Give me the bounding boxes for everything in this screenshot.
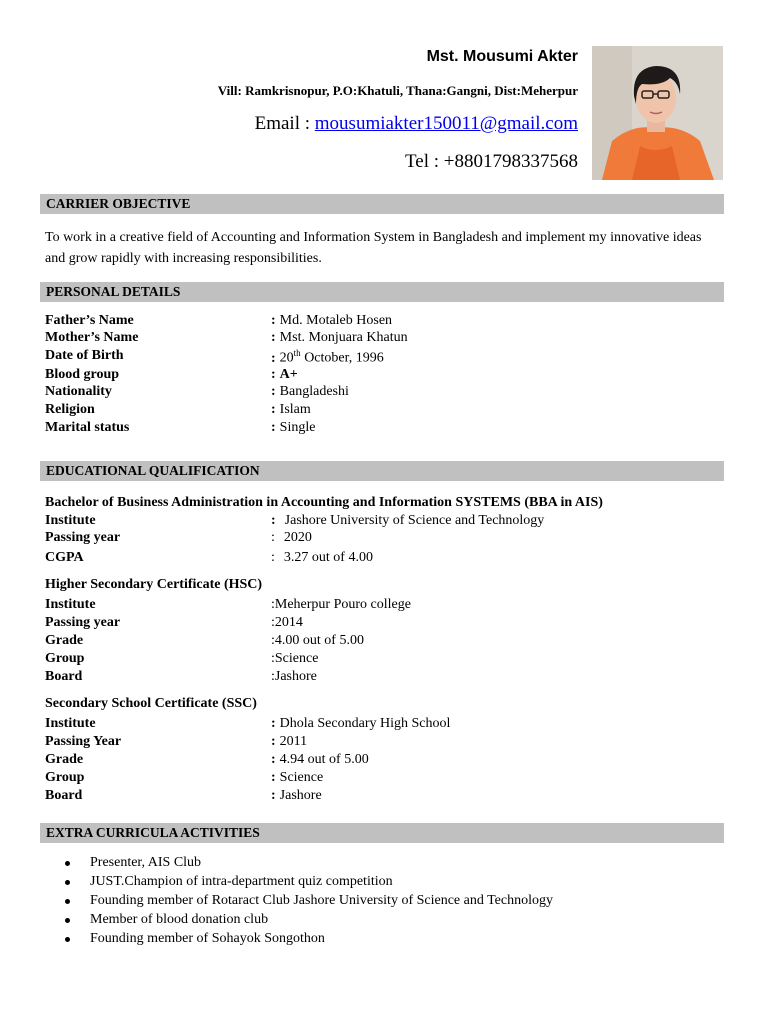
field-label: Institute <box>45 716 96 731</box>
ssc-row-group: Group : Science <box>45 770 324 785</box>
hsc-heading: Higher Secondary Certificate (HSC) <box>45 577 263 592</box>
field-value-rest: October, 1996 <box>300 350 384 366</box>
section-title: PERSONAL DETAILS <box>46 284 181 299</box>
ssc-row-institute: Institute : Dhola Secondary High School <box>45 716 451 731</box>
field-value: Jashore University of Science and Technology <box>284 513 545 528</box>
field-label: Passing Year <box>45 734 122 749</box>
section-educational-qualification <box>40 461 724 481</box>
personal-row-father: Father’s Name : Md. Motaleb Hosen <box>45 313 393 328</box>
bullet-icon <box>65 937 70 942</box>
email-label: Email : <box>254 113 315 134</box>
field-value-day: 20 <box>279 350 294 366</box>
bba-row-institute: Institute : Jashore University of Science and Technology <box>45 513 545 528</box>
section-extra-curricula <box>40 823 724 843</box>
field-label: Blood group <box>45 367 120 382</box>
field-label: Religion <box>45 402 95 417</box>
list-item: Founding member of Rotaract Club Jashore University of Science and Technology <box>45 893 553 912</box>
section-carrier-objective <box>40 194 724 214</box>
applicant-address: Vill: Ramkrisnopur, P.O:Khatuli, Thana:Gangni, Dist:Meherpur <box>217 83 578 98</box>
applicant-name: Mst. Mousumi Akter <box>426 48 578 65</box>
hsc-row-board: Board :Jashore <box>45 669 317 684</box>
section-title: EDUCATIONAL QUALIFICATION <box>46 463 260 478</box>
ssc-row-grade: Grade : 4.94 out of 5.00 <box>45 752 369 767</box>
field-label: Date of Birth <box>45 348 124 363</box>
field-value: Jashore <box>274 669 317 684</box>
field-label: Passing year <box>45 615 121 630</box>
profile-photo-image <box>592 46 723 180</box>
field-label: Passing year <box>45 530 121 545</box>
personal-row-nationality: Nationality : Bangladeshi <box>45 384 349 399</box>
bba-row-passing-year: Passing year : 2020 <box>45 530 312 545</box>
bba-row-cgpa: CGPA : 3.27 out of 4.00 <box>45 550 373 565</box>
field-value: Science <box>274 651 319 666</box>
field-label: Board <box>45 669 83 684</box>
field-value: 2020 <box>283 530 312 545</box>
field-label: Grade <box>45 752 84 767</box>
list-item: Member of blood donation club <box>45 912 553 931</box>
field-value: Bangladeshi <box>279 384 349 399</box>
field-value: 4.94 out of 5.00 <box>279 752 369 767</box>
field-value: A+ <box>279 367 298 382</box>
field-label: Grade <box>45 633 84 648</box>
field-label: Group <box>45 651 85 666</box>
personal-row-mother: Mother’s Name : Mst. Monjuara Khatun <box>45 330 408 345</box>
field-value: 2014 <box>274 615 303 630</box>
section-personal-details <box>40 282 724 302</box>
hsc-row-grade: Grade :4.00 out of 5.00 <box>45 633 364 648</box>
ssc-heading: Secondary School Certificate (SSC) <box>45 696 257 711</box>
field-label: Board <box>45 788 83 803</box>
field-value: Science <box>279 770 324 785</box>
field-value: 4.00 out of 5.00 <box>274 633 364 648</box>
personal-row-religion: Religion : Islam <box>45 402 311 417</box>
personal-row-dob: Date of Birth : 20th October, 1996 <box>45 348 384 366</box>
hsc-row-institute: Institute :Meherpur Pouro college <box>45 597 411 612</box>
hsc-row-group: Group :Science <box>45 651 319 666</box>
phone-line: Tel : +8801798337568 <box>405 151 578 172</box>
field-value: Islam <box>279 402 311 417</box>
field-label: CGPA <box>45 550 84 565</box>
list-item: JUST.Champion of intra-department quiz competition <box>45 874 553 893</box>
field-value: Mst. Monjuara Khatun <box>279 330 408 345</box>
field-label: Marital status <box>45 420 130 435</box>
field-value: 3.27 out of 4.00 <box>283 550 373 565</box>
field-label: Mother’s Name <box>45 330 139 345</box>
bullet-icon <box>65 861 70 866</box>
field-label: Nationality <box>45 384 112 399</box>
field-label: Father’s Name <box>45 313 134 328</box>
objective-text: To work in a creative field of Accounting and Information System in Bangladesh and implement my innovative ideas and grow rapidly with increasing responsibilities. <box>45 230 702 266</box>
field-value: Dhola Secondary High School <box>279 716 451 731</box>
section-title: EXTRA CURRICULA ACTIVITIES <box>46 825 260 840</box>
field-value: Single <box>279 420 316 435</box>
personal-row-blood: Blood group : A+ <box>45 367 298 382</box>
ssc-row-board: Board : Jashore <box>45 788 322 803</box>
ssc-row-passing-year: Passing Year : 2011 <box>45 734 308 749</box>
hsc-row-passing-year: Passing year :2014 <box>45 615 303 630</box>
personal-row-marital: Marital status : Single <box>45 420 316 435</box>
field-value: Jashore <box>279 788 322 803</box>
section-title: CARRIER OBJECTIVE <box>46 196 191 211</box>
email-link[interactable]: mousumiakter150011@gmail.com <box>314 113 578 134</box>
field-label: Institute <box>45 513 96 528</box>
field-label: Institute <box>45 597 96 612</box>
bullet-icon <box>65 880 70 885</box>
list-item: Presenter, AIS Club <box>45 855 553 874</box>
email-line <box>255 113 578 135</box>
field-label: Group <box>45 770 85 785</box>
profile-photo <box>592 46 723 180</box>
field-value: 2011 <box>279 734 308 749</box>
field-value-suffix: th <box>293 348 301 358</box>
activities-list <box>45 855 553 950</box>
bba-heading: Bachelor of Business Administration in Accounting and Information SYSTEMS (BBA in AIS) <box>45 495 603 510</box>
bullet-icon <box>65 918 70 923</box>
bullet-icon <box>65 899 70 904</box>
list-item: Founding member of Sohayok Songothon <box>45 931 553 950</box>
field-value: Md. Motaleb Hosen <box>279 313 393 328</box>
field-value: Meherpur Pouro college <box>274 597 411 612</box>
